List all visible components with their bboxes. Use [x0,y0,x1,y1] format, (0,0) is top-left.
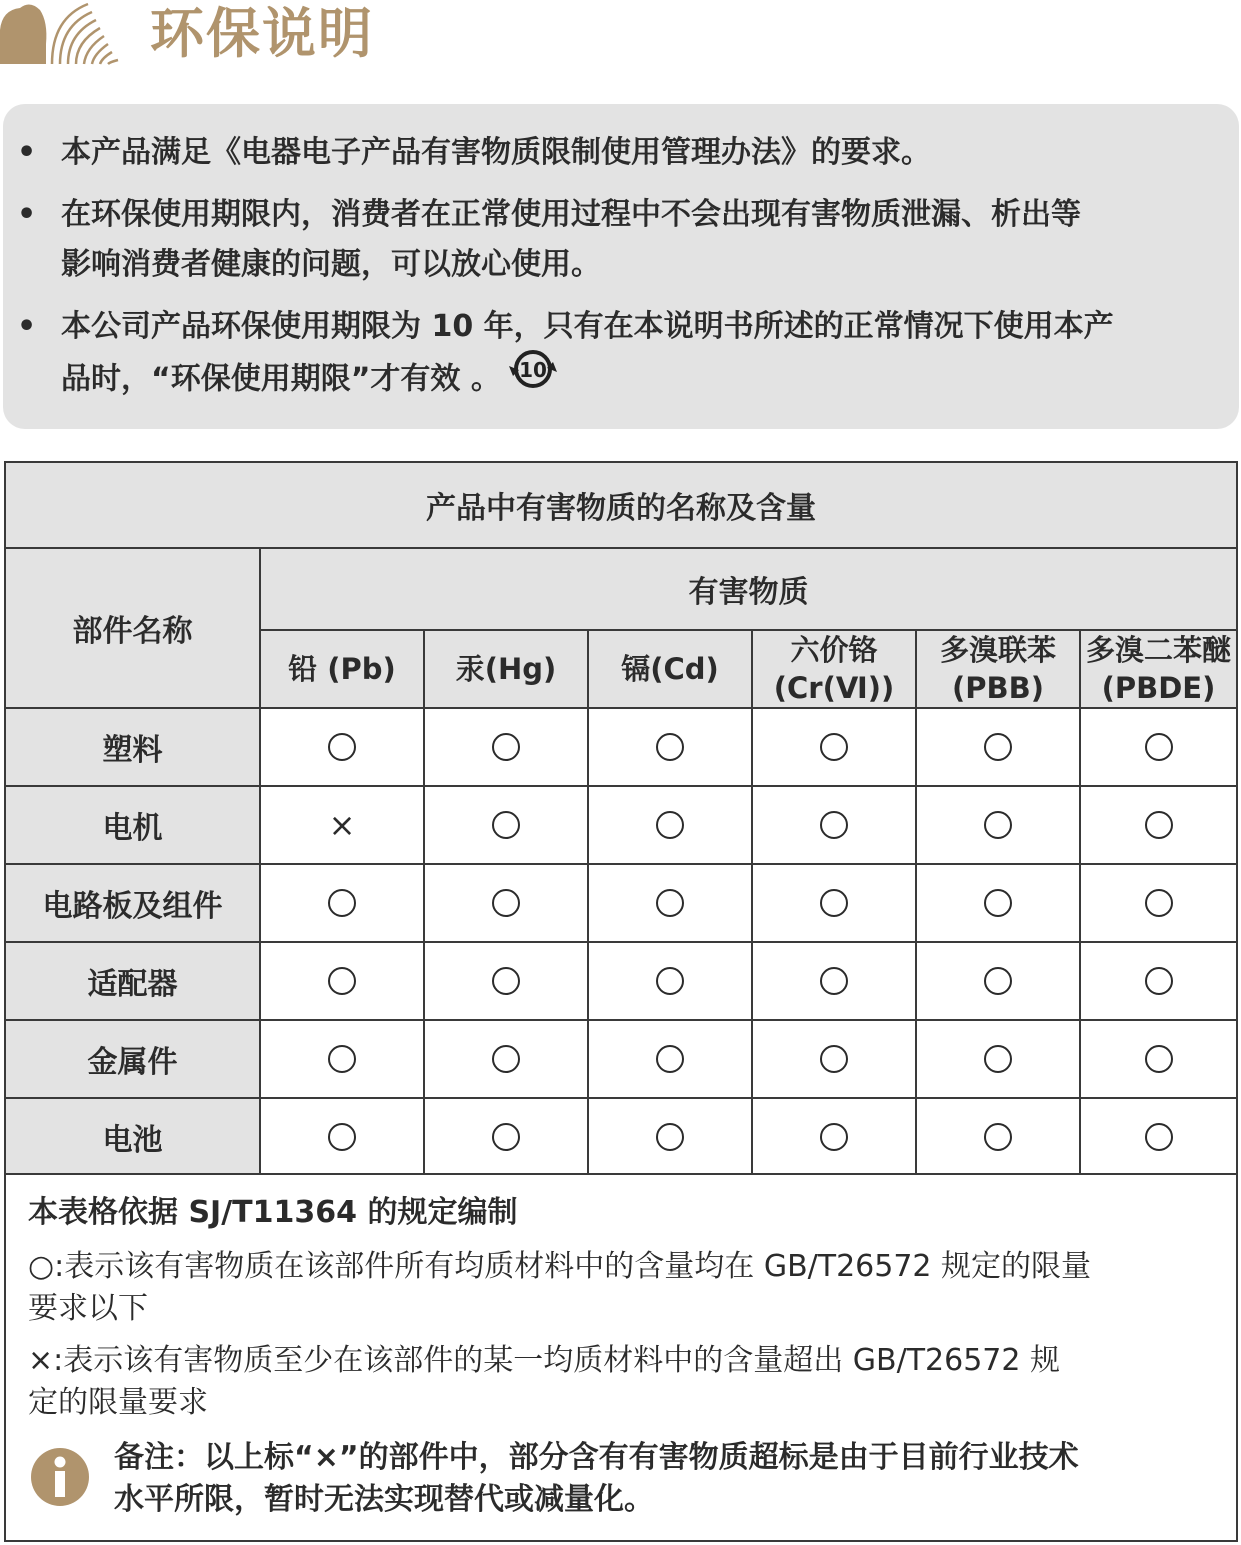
grid-line [6,1097,1236,1099]
column-header: 铅 (Pb) [261,631,423,707]
substance-mark-cell [1081,787,1236,863]
substance-mark-cell [1081,1021,1236,1097]
substance-mark-cell [425,943,587,1019]
compliant-mark-icon [328,1123,356,1151]
compliant-mark-icon [328,967,356,995]
substance-header: 有害物质 [261,549,1236,629]
compliant-mark-icon [984,811,1012,839]
grid-line [1079,631,1081,1173]
substance-mark-cell [753,709,915,785]
grid-line [6,547,1236,549]
substance-mark-cell [261,709,423,785]
substance-mark-cell [261,1021,423,1097]
compliant-mark-icon [984,1045,1012,1073]
substance-mark-cell [425,787,587,863]
compliant-mark-icon [984,967,1012,995]
column-header: 多溴联苯 (PBB) [917,631,1079,707]
substance-mark-cell [261,1099,423,1175]
note-item: • 在环保使用期限内，消费者在正常使用过程中不会出现有害物质泄漏、析出等 影响消费者健康的问题，可以放心使用。 [17,197,1081,282]
compliant-mark-icon [820,1123,848,1151]
exceeds-mark: × [328,806,356,844]
substance-mark-cell [917,1021,1079,1097]
compliant-mark-icon [984,889,1012,917]
compliant-mark-icon [820,1045,848,1073]
column-header: 汞(Hg) [425,631,587,707]
substance-mark-cell [589,943,751,1019]
substance-mark-cell [261,787,423,863]
compliant-mark-icon [492,733,520,761]
table-basis-note: 本表格依据 SJ/T11364 的规定编制 [28,1195,518,1230]
compliant-mark-icon [492,1045,520,1073]
compliant-mark-icon [1145,967,1173,995]
substance-mark-cell [753,943,915,1019]
compliant-mark-icon [656,1045,684,1073]
substance-mark-cell [589,787,751,863]
compliant-mark-icon [492,1123,520,1151]
part-name-cell: 电机 [6,787,259,863]
substance-mark-cell [589,709,751,785]
compliant-mark-icon [492,811,520,839]
substance-mark-cell [917,865,1079,941]
compliant-mark-icon [492,967,520,995]
grid-line [751,631,753,1173]
substance-mark-cell [589,1099,751,1175]
table-title: 产品中有害物质的名称及含量 [6,463,1236,547]
compliant-mark-icon [328,889,356,917]
part-name-header: 部件名称 [6,549,259,707]
grid-line [6,941,1236,943]
substance-mark-cell [589,1021,751,1097]
grid-line [6,1173,1236,1175]
substance-mark-cell [1081,709,1236,785]
grid-line [6,785,1236,787]
substance-mark-cell [753,1021,915,1097]
note-item: • 本产品满足《电器电子产品有害物质限制使用管理办法》的要求。 [17,135,931,170]
compliant-mark-icon [492,889,520,917]
grid-line [587,631,589,1173]
substance-mark-cell [917,1099,1079,1175]
substance-mark-cell [917,787,1079,863]
page-title: 环保说明 [150,2,374,65]
part-name-cell: 适配器 [6,943,259,1019]
info-icon [30,1447,90,1507]
substance-mark-cell [589,865,751,941]
substance-mark-cell [753,865,915,941]
compliant-mark-icon [328,1045,356,1073]
compliant-mark-icon [820,889,848,917]
grid-line [423,631,425,1173]
substance-mark-cell [1081,1099,1236,1175]
substance-mark-cell [753,787,915,863]
grid-line [6,863,1236,865]
compliant-mark-icon [656,811,684,839]
cross-legend-note: ×:表示该有害物质至少在该部件的某一均质材料中的含量超出 GB/T26572 规 定的限量要求 [28,1343,1061,1420]
column-header: 六价铬 (Cr(Ⅵ)) [753,631,915,707]
grid-line [6,1019,1236,1021]
sound-wave-logo-icon [0,0,130,70]
grid-line [259,549,261,1173]
remark-note: 备注：以上标“×”的部件中，部分含有有害物质超标是由于目前行业技术 水平所限，暂时无法实现替代或减量化。 [114,1440,1079,1517]
substance-mark-cell [425,865,587,941]
compliant-mark-icon [820,811,848,839]
compliant-mark-icon [656,1123,684,1151]
compliant-mark-icon [1145,889,1173,917]
part-name-cell: 电池 [6,1099,259,1175]
part-name-cell: 塑料 [6,709,259,785]
substance-mark-cell [917,943,1079,1019]
substance-mark-cell [425,1099,587,1175]
compliant-mark-icon [1145,733,1173,761]
compliant-mark-icon [1145,1045,1173,1073]
substance-mark-cell [1081,865,1236,941]
compliant-mark-icon [1145,811,1173,839]
compliant-mark-icon [656,889,684,917]
substance-mark-cell [753,1099,915,1175]
compliant-mark-icon [820,733,848,761]
part-name-cell: 电路板及组件 [6,865,259,941]
notes-panel [3,104,1239,429]
compliant-mark-icon [1145,1123,1173,1151]
compliant-mark-icon [656,733,684,761]
compliant-mark-icon [984,733,1012,761]
grid-line [6,707,1236,709]
circle-legend-note: ○:表示该有害物质在该部件所有均质材料中的含量均在 GB/T26572 规定的限量 要求以下 [28,1249,1092,1326]
compliant-mark-icon [328,733,356,761]
svg-text:10: 10 [518,358,547,382]
substance-mark-cell [425,1021,587,1097]
grid-line [915,631,917,1173]
page-header [0,0,1241,80]
grid-line [261,629,1236,631]
substance-mark-cell [425,709,587,785]
column-header: 镉(Cd) [589,631,751,707]
compliant-mark-icon [656,967,684,995]
compliant-mark-icon [984,1123,1012,1151]
substance-mark-cell [917,709,1079,785]
note-item: • 本公司产品环保使用期限为 10 年，只有在本说明书所述的正常情况下使用本产 品时，“环保使用期限”才有效 。 10 [61,302,1221,408]
substance-mark-cell [1081,943,1236,1019]
substance-mark-cell [261,943,423,1019]
part-name-cell: 金属件 [6,1021,259,1097]
environment-protection-use-period-icon [507,346,559,408]
compliant-mark-icon [820,967,848,995]
column-header: 多溴二苯醚 (PBDE) [1081,631,1236,707]
substance-mark-cell [261,865,423,941]
